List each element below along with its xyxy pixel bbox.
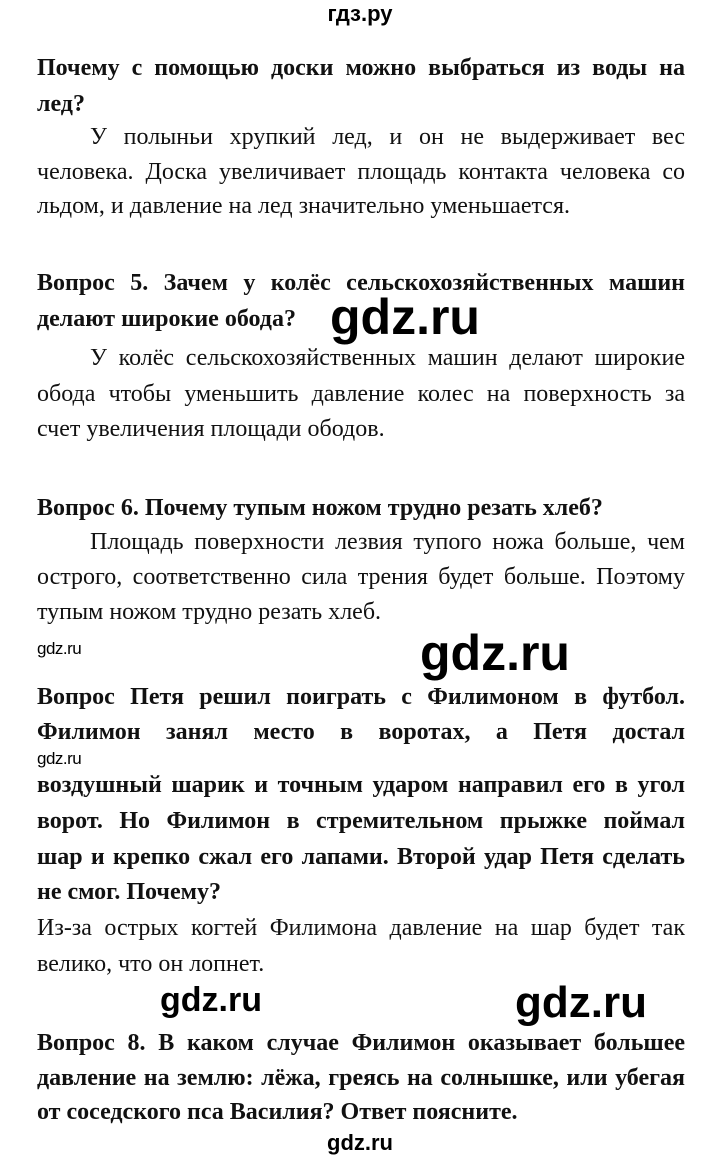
question-7: воздушный шарик и точным ударом направил его в угол <box>37 772 685 798</box>
answer-6: острого, соответственно сила трения будет больше. Поэтому <box>37 564 685 590</box>
watermark-small: gdz.ru <box>37 639 82 658</box>
question-7: не смог. Почему? <box>37 879 221 905</box>
answer-6: Площадь поверхности лезвия тупого ножа больше, чем <box>90 529 685 555</box>
question-8: давление на землю: лёжа, греясь на солнышке, или убегая <box>37 1065 685 1091</box>
question-board: лед? <box>37 91 85 117</box>
answer-7: велико, что он лопнет. <box>37 951 265 977</box>
watermark: gdz.ru <box>160 981 262 1019</box>
answer-5: счет увеличения площади ободов. <box>37 416 385 442</box>
watermark-small: gdz.ru <box>37 749 82 768</box>
answer-board: льдом, и давление на лед значительно уменьшается. <box>37 193 570 219</box>
watermark-footer: gdz.ru <box>327 1130 393 1155</box>
watermark: gdz.ru <box>330 289 480 345</box>
watermark: gdz.ru <box>420 625 570 681</box>
question-5: делают широкие обода? <box>37 306 296 332</box>
answer-5: обода чтобы уменьшить давление колес на поверхность за <box>37 381 685 407</box>
watermark: gdz.ru <box>515 978 647 1027</box>
question-5: Вопрос 5. Зачем у колёс сельскохозяйственных машин <box>37 270 685 296</box>
answer-board: человека. Доска увеличивает площадь контакта человека со <box>37 159 685 185</box>
page-header: гдз.ру <box>327 1 393 26</box>
answer-6: тупым ножом трудно резать хлеб. <box>37 599 382 625</box>
question-8: Вопрос 8. В каком случае Филимон оказывает большее <box>37 1030 685 1056</box>
answer-board: У полыньи хрупкий лед, и он не выдерживает вес <box>90 124 685 150</box>
answer-5: У колёс сельскохозяйственных машин делают широкие <box>90 345 685 371</box>
question-board: Почему с помощью доски можно выбраться из воды на <box>37 55 685 81</box>
question-7: шар и крепко сжал его лапами. Второй удар Петя сделать <box>37 844 685 870</box>
question-8: от соседского пса Василия? Ответ поясните. <box>37 1099 518 1125</box>
question-7: Филимон занял место в воротах, а Петя достал <box>37 719 685 745</box>
question-6: Вопрос 6. Почему тупым ножом трудно резать хлеб? <box>37 495 603 521</box>
question-7: Вопрос Петя решил поиграть с Филимоном в футбол. <box>37 684 685 710</box>
question-7: ворот. Но Филимон в стремительном прыжке поймал <box>37 808 685 834</box>
answer-7: Из-за острых когтей Филимона давление на шар будет так <box>37 915 685 941</box>
